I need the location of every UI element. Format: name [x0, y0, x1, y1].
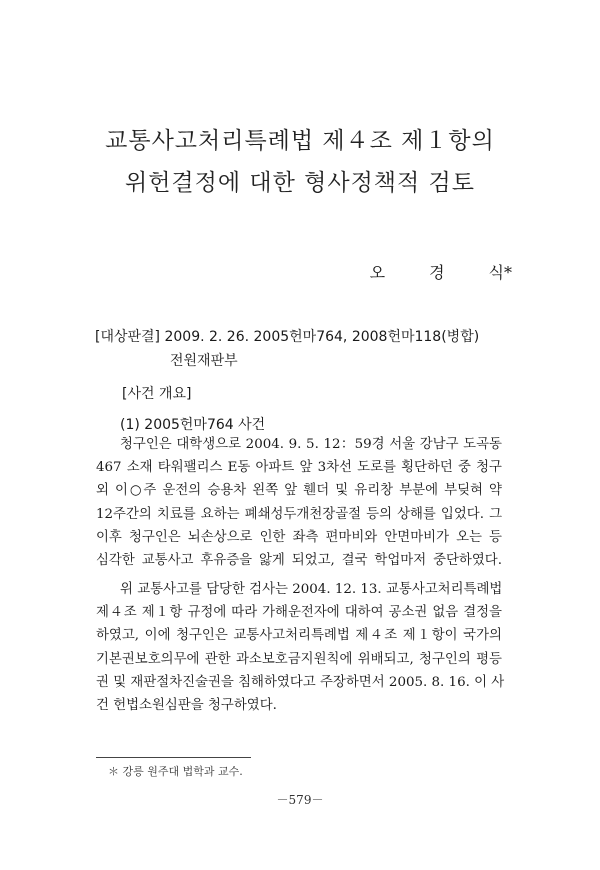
- title-line-1: 교통사고처리특례법 제４조 제１항의: [105, 128, 495, 154]
- footnote-divider: [96, 757, 251, 758]
- paragraph-1: [96, 433, 502, 572]
- paragraph-line: 제４조 제１항 규정에 따라 가해운전자에 대하여 공소권 없음 결정을: [96, 605, 502, 621]
- paragraph-line: 위 교통사고를 담당한 검사는 2004. 12. 13. 교통사고처리특례법: [120, 582, 503, 597]
- author-char-2: 경: [429, 263, 445, 282]
- paragraph-line: 12주간의 치료를 요하는 폐쇄성두개천장골절 등의 상해를 입었다. 그: [96, 506, 502, 522]
- target-decision: [대상판결] 2009. 2. 26. 2005헌마764, 2008헌마118(병합): [95, 329, 480, 345]
- footnote: ＊ 강릉 원주대 법학과 교수.: [108, 765, 243, 778]
- paragraph-line: 청구인은 대학생으로 2004. 9. 5. 12：59경 서울 강남구 도곡동: [120, 437, 502, 452]
- paragraph-line: 기본권보호의무에 관한 과소보호금지원칙에 위배되고, 청구인의 평등: [96, 651, 502, 667]
- paragraph-line: 467 소재 타워팰리스 E동 아파트 앞 3차선 도로를 횡단하던 중 청구: [96, 460, 502, 476]
- case1-heading: (1) 2005헌마764 사건: [120, 417, 266, 433]
- author-char-1: 오: [369, 263, 386, 282]
- paragraph-line: 권 및 재판절차진술권을 침해하였다고 주장하면서 2005. 8. 16. 이 사: [96, 674, 505, 690]
- author-name: [370, 260, 512, 283]
- case-overview-heading: [사건 개요]: [122, 386, 192, 402]
- title-line-2: 위헌결정에 대한 형사정책적 검토: [125, 170, 475, 196]
- paragraph-line: 건 헌법소원심판을 청구하였다.: [96, 698, 277, 714]
- paragraph-line: 하였고, 이에 청구인은 교통사고처리특례법 제４조 제１항이 국가의: [96, 628, 502, 644]
- paragraph-line: 심각한 교통사고 후유증을 앓게 되었고, 결국 학업마저 중단하였다.: [96, 553, 502, 569]
- paragraph-line: 외 이○주 운전의 승용차 왼쪽 앞 휀더 및 유리창 부분에 부딪혀 약: [96, 483, 502, 499]
- paragraph-2: [96, 578, 505, 717]
- author-char-3: 식*: [488, 263, 512, 282]
- court-name: 전원재판부: [170, 353, 238, 369]
- page-number: －579－: [276, 793, 324, 807]
- paragraph-line: 이후 청구인은 뇌손상으로 인한 좌측 편마비와 안면마비가 오는 등: [96, 529, 502, 545]
